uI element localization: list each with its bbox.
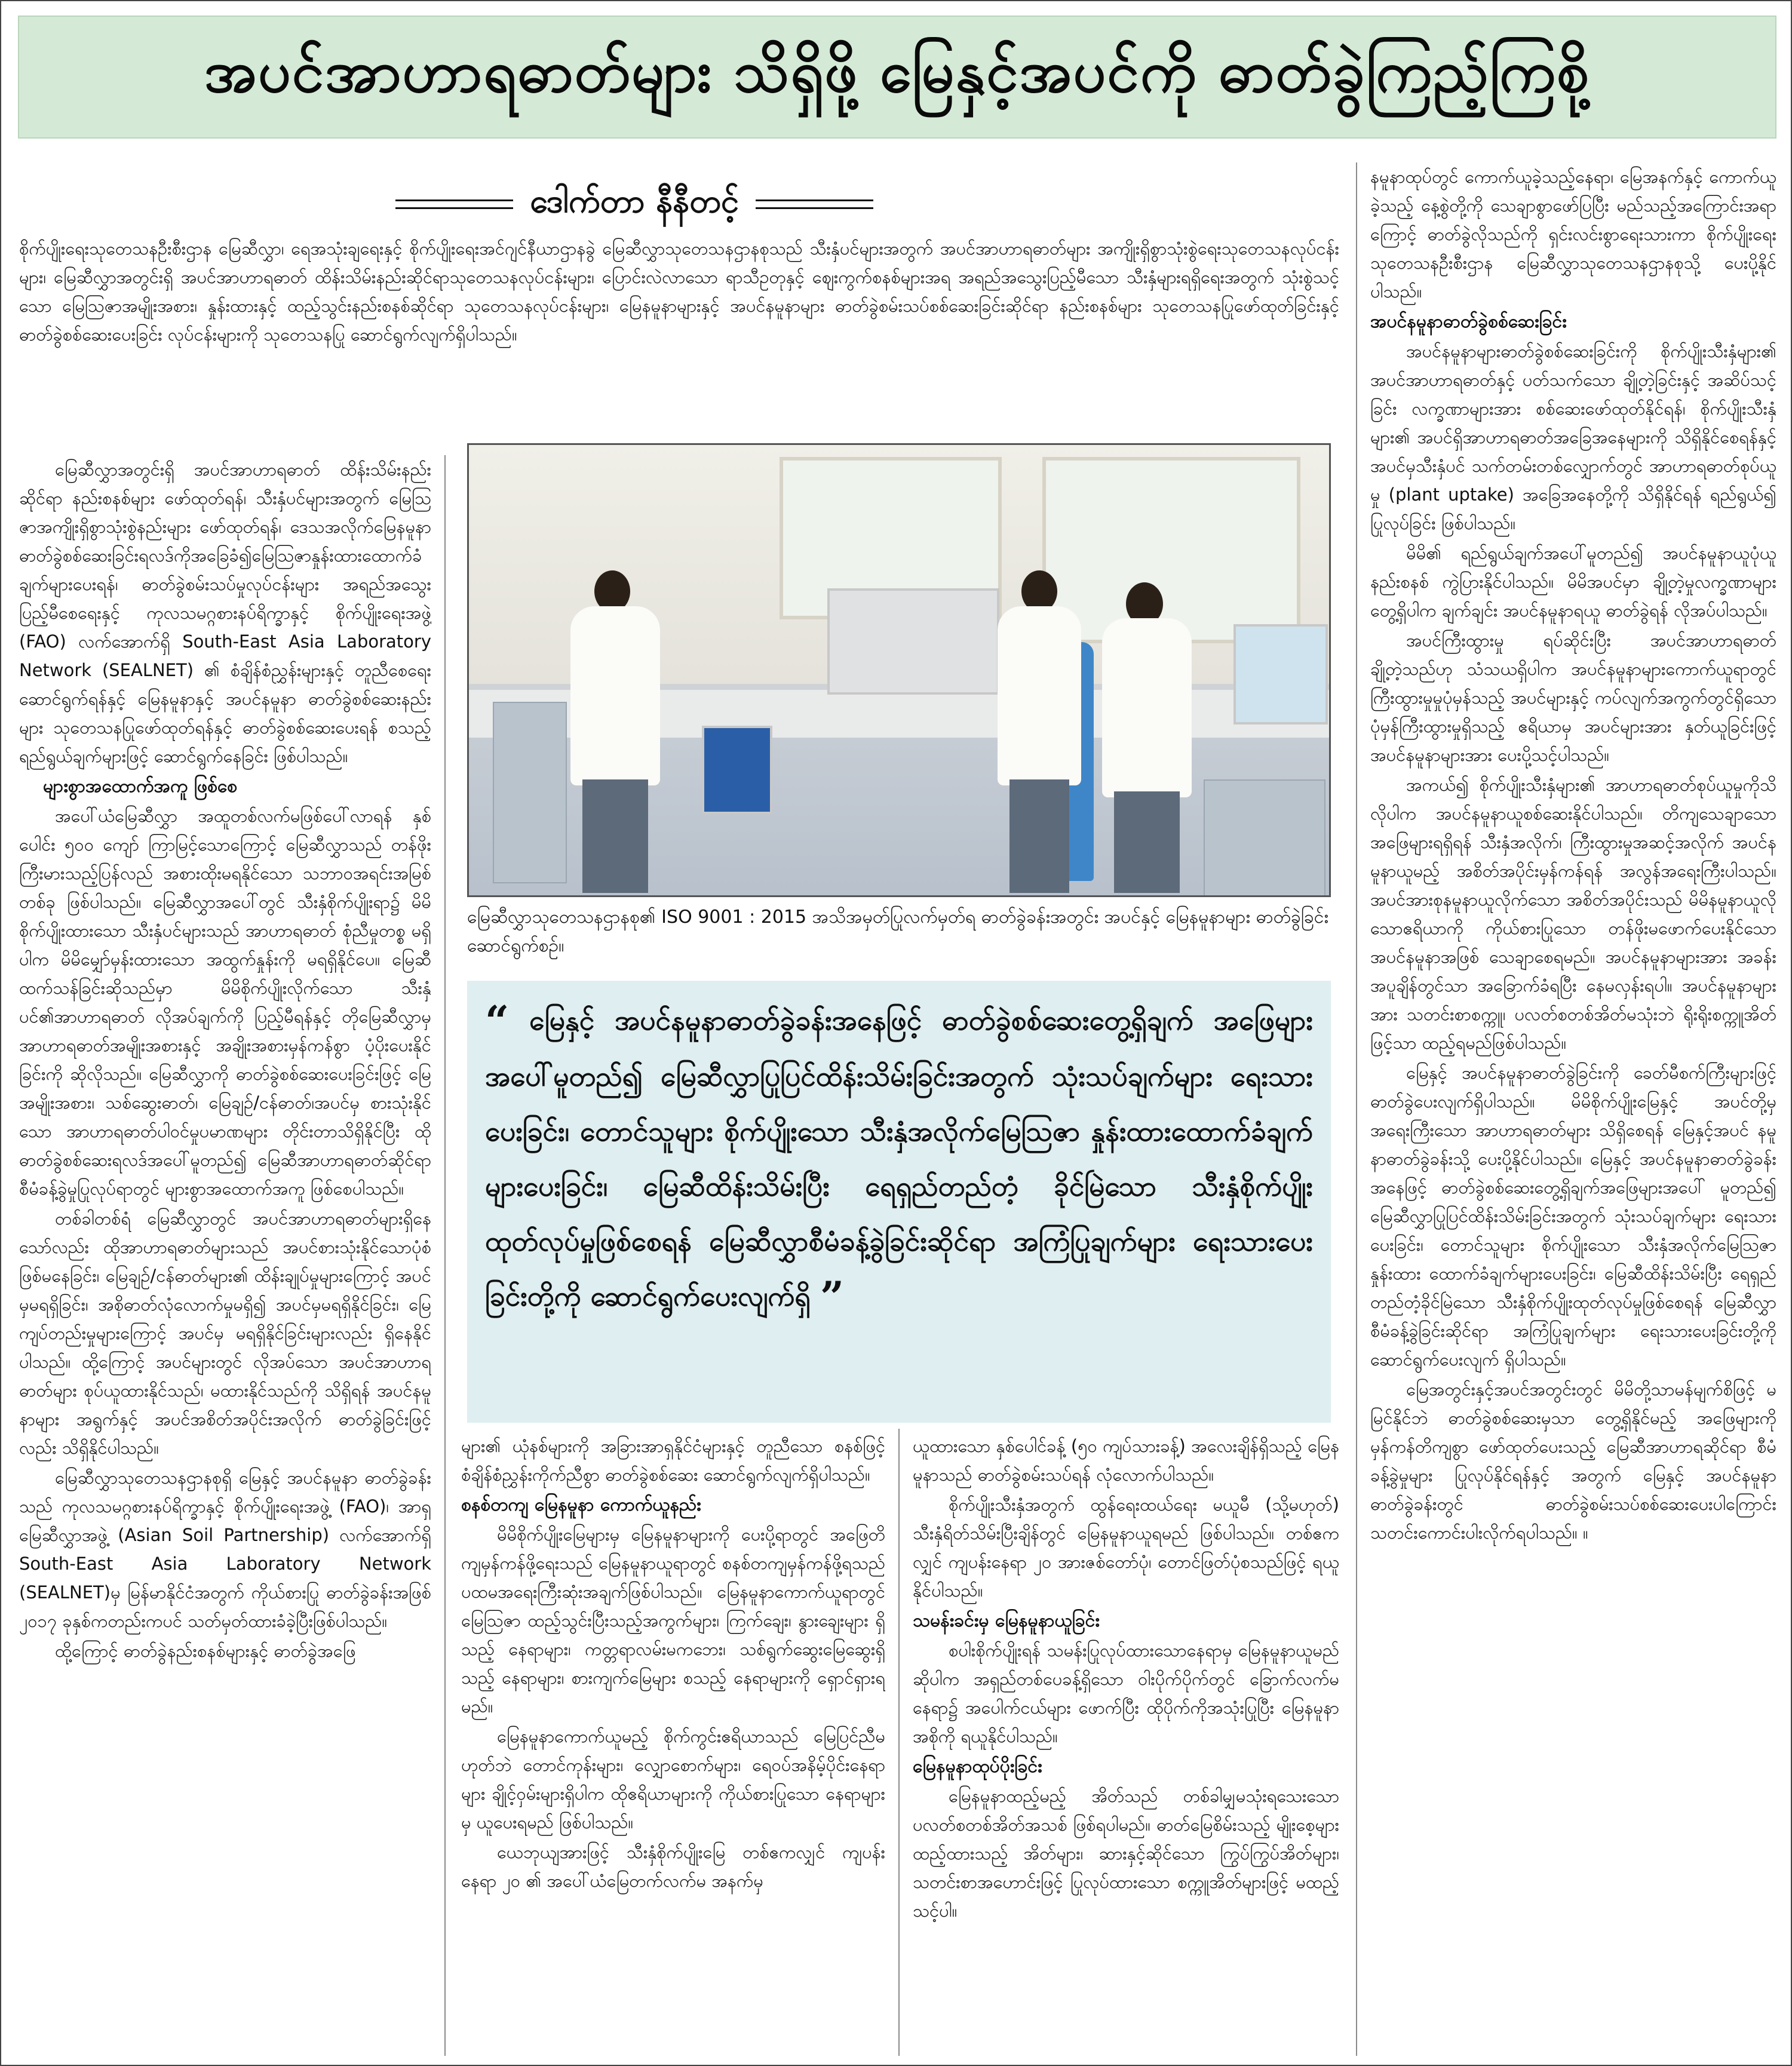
- headline: အပင်အာဟာရဓာတ်များ သိရှိဖို့ မြေနှင့်အပင်ကို ဓာတ်ခွဲကြည့်ကြစို့: [204, 38, 1590, 105]
- col1-paragraph-5: ထို့ကြောင့် ဓာတ်ခွဲနည်းစနစ်များနှင့် ဓာတ်ခွဲအဖြေ: [55, 1641, 356, 1661]
- photo-caption: မြေဆီလွှာသုတေသနဌာနစု၏ ISO 9001 : 2015 အသိအမှတ်ပြုလက်မှတ်ရ ဓာတ်ခွဲခန်းအတွင်း အပင်နှင့် မြေနမူနာများ ဓာတ်ခွဲခြင်း ဆောင်ရွက်စဉ်။: [467, 907, 1329, 956]
- col2-paragraph-3: မြေနမူနာကောက်ယူမည့် စိုက်ကွင်းဧရိယာသည် မြေပြင်ညီမဟုတ်ဘဲ တောင်ကုန်းများ၊ လျှောစောက်များ၊ ရေဝပ်အနိမ့်ပိုင်းနေရာများ ချိုင့်ဝှမ်းများရှိပါက ထိုဧရိယာများကို ကိုယ်စားပြုသော နေရာများမှ ယူပေးရမည် ဖြစ်ပါသည်။: [461, 1726, 885, 1832]
- photo-person: [995, 570, 1084, 893]
- column-2: [461, 1432, 885, 2053]
- col1-subheading: များစွာအထောက်အကူ ဖြစ်စေ: [43, 776, 238, 797]
- pull-quote: [467, 981, 1331, 1423]
- byline-rule-left: [395, 199, 513, 209]
- col1-paragraph-3: တစ်ခါတစ်ရံ မြေဆီလွှာတွင် အပင်အာဟာရဓာတ်များရှိနေသော်လည်း ထိုအာဟာရဓာတ်များသည် အပင်စားသုံးနိုင်သောပုံစံ ဖြစ်မနေခြင်း၊ မြေချဉ်/ငန်ဓာတ်များ၏ ထိန်းချုပ်မှုများကြောင့် အပင်မှမရရှိခြင်း၊ အစိုဓာတ်လုံလောက်မှုမရှိ၍ အပင်မှမရရှိနိုင်ခြင်း၊ မြေကျပ်တည်းမှုများကြောင့် အပင်မှ မရရှိနိုင်ခြင်းများလည်း ရှိနေနိုင်ပါသည်။ ထို့ကြောင့် အပင်များတွင် လိုအပ်သော အပင်အာဟာရဓာတ်များ စုပ်ယူထားနိုင်သည်၊ မထားနိုင်သည်ကို သိရှိရန် အပင်နမူနာများ အရွက်နှင့် အပင်အစိတ်အပိုင်းအလိုက် ဓာတ်ခွဲခြင်းဖြင့်လည်း သိရှိနိုင်ပါသည်။: [19, 1208, 431, 1458]
- col1-paragraph-4: မြေဆီလွှာသုတေသနဌာနစုရှိ မြေနှင့် အပင်နမူနာ ဓာတ်ခွဲခန်းသည် ကုလသမဂ္ဂစားနပ်ရိက္ခာနှင့် စိုက်ပျိုးရေးအဖွဲ့ (FAO)၊ အာရှမြေဆီလွှာအဖွဲ့ (Asian Soil Partnership) လက်အောက်ရှိ South-East Asia Laboratory Network (SEALNET)မှ မြန်မာနိုင်ငံအတွက် ကိုယ်စားပြု ဓာတ်ခွဲခန်းအဖြစ် ၂၀၁၇ ခုနှစ်ကတည်းကပင် သတ်မှတ်ထားခံခဲ့ပြီးဖြစ်ပါသည်။: [19, 1468, 431, 1631]
- pull-quote-open-mark: “: [485, 996, 510, 1046]
- col4-paragraph-2: မိမိ၏ ရည်ရွယ်ချက်အပေါ်မူတည်၍ အပင်နမူနာယူပုံယူနည်းစနစ် ကွဲပြားနိုင်ပါသည်။ မိမိအပင်မှာ ချို့တဲ့မှုလက္ခဏာများ တွေ့ရှိပါက ချက်ချင်း အပင်နမူနာရယူ ဓာတ်ခွဲရန် လိုအပ်ပါသည်။: [1370, 543, 1776, 621]
- lab-photo: [467, 443, 1331, 897]
- col3-paragraph-4: မြေနမူနာထည့်မည့် အိတ်သည် တစ်ခါမျှမသုံးရသေးသော ပလတ်စတစ်အိတ်အသစ် ဖြစ်ရပါမည်။ ဓာတ်မြေစိမ်းသည့် မျိုးစေ့များထည့်ထားသည့် အိတ်များ၊ ဆားနှင့်ဆိုင်သော ကြွပ်ကြွပ်အိတ်များ၊ သတင်းစာအဟောင်းဖြင့် ပြုလုပ်ထားသော စက္ကူအိတ်များဖြင့် မထည့်သင့်ပါ။: [913, 1786, 1339, 1921]
- headline-banner: [18, 16, 1776, 139]
- photo-person: [564, 570, 666, 893]
- col3-paragraph-3: စပါးစိုက်ပျိုးရန် သမန်းပြုလုပ်ထားသောနေရာမှ မြေနမူနာယူမည်ဆိုပါက အရှည်တစ်ပေခန့်ရှိသော ဝါးပိုက်ပိုက်တွင် ခြောက်လက်မနေရာ၌ အပေါက်ငယ်များ ဖောက်ပြီး ထိုပိုက်ကိုအသုံးပြုပြီး မြေနမူနာအစိုကို ရယူနိုင်ပါသည်။: [913, 1640, 1339, 1746]
- col4-paragraph-4: အကယ်၍ စိုက်ပျိုးသီးနှံများ၏ အာဟာရဓာတ်စုပ်ယူမှုကိုသိလိုပါက အပင်နမူနာယူစစ်ဆေးနိုင်ပါသည်။ တိကျသေချာသော အဖြေများရရှိရန် သီးနှံအလိုက်၊ ကြီးထွားမှုအဆင့်အလိုက် အပင်နမူနာယူမည့် အစိတ်အပိုင်းမှန်ကန်ရန် အလွန်အရေးကြီးပါသည်။ အပင်အားစုနမူနာယူလိုက်သော အစိတ်အပိုင်းသည် မိမိနမူနာယူလိုသောဧရိယာကို ကိုယ်စားပြုသော တန်ဖိုးမဖောက်ပေးနိုင်သော အပင်နမူနာအဖြစ် သေချာစေရမည်။ အပင်နမူနာများအား အခန်းအပူချိန်တွင်သာ အခြောက်ခံရပြီး နေမလှန်းရပါ။ အပင်နမူနာများအား သတင်းစာစက္ကူ၊ ပလတ်စတစ်အိတ်မသုံးဘဲ ရိုးရိုးစက္ကူအိတ်ဖြင့်သာ ထည့်ရမည်ဖြစ်ပါသည်။: [1370, 775, 1776, 1053]
- col4-paragraph-3: အပင်ကြီးထွားမှု ရပ်ဆိုင်းပြီး အပင်အာဟာရဓာတ် ချို့တဲ့သည်ဟု သံသယရှိပါက အပင်နမူနာများကောက်ယူရာတွင်ကြီးထွားမှုမှုပုံမှန်သည့် အပင်များနှင့် ကပ်လျက်အကွက်တွင်ရှိသော ပုံမှန်ကြီးထွားမှုရှိသည့် ဧရိယာမှ အပင်များအား နှတ်ယူခြင်းဖြင့် အပင်နမူနာများအား ပေးပို့သင့်ပါသည်။: [1370, 630, 1776, 765]
- intro-paragraph: [19, 234, 1339, 437]
- byline-author: ဒေါက်တာ နီနီတင့်: [530, 182, 739, 220]
- col3-subheading-1: သမန်းခင်းမှ မြေနမူနာယူခြင်း: [913, 1610, 1100, 1631]
- col3-subheading-2: မြေနမူနာထုပ်ပိုးခြင်း: [913, 1756, 1042, 1777]
- col1-paragraph-1: မြေဆီလွှာအတွင်းရှိ အပင်အာဟာရဓာတ် ထိန်းသိမ်းနည်းဆိုင်ရာ နည်းစနစ်များ ဖော်ထုတ်ရန်၊ သီးနှံပင်များအတွက် မြေသြဇာအကျိုးရှိစွာသုံးစွဲနည်းများ ဖော်ထုတ်ရန်၊ ဒေသအလိုက်မြေနမူနာဓာတ်ခွဲစစ်ဆေးခြင်းရလဒ်ကိုအခြေခံ၍မြေသြဇာနှုန်းထားထောက်ခံချက်များပေးရန်၊ ဓာတ်ခွဲစမ်းသပ်မှုလုပ်ငန်းများ အရည်အသွေးပြည့်မီစေရေးနှင့် ကုလသမဂ္ဂစားနပ်ရိက္ခာနှင့် စိုက်ပျိုးရေးအဖွဲ့ (FAO) လက်အောက်ရှိ South-East Asia Laboratory Network (SEALNET) ၏ စံချိန်စံညွှန်းများနှင့် တူညီစေရေး ဆောင်ရွက်ရန်နှင့် မြေနမူနာနှင့် အပင်နမူနာ ဓာတ်ခွဲစစ်ဆေးနည်းများ သုတေသနပြုဖော်ထုတ်ရန်နှင့် ဓာတ်ခွဲစစ်ဆေးပေးရန် စသည့်ရည်ရွယ်ချက်များဖြင့် ဆောင်ရွက်နေခြင်း ဖြစ်ပါသည်။: [19, 459, 431, 766]
- col2-paragraph-1: များ၏ ယုံနစ်များကို အခြားအာရှနိုင်ငံများနှင့် တူညီသော စနစ်ဖြင့် စံချိန်စံညွှန်းကိုက်ညီစွာ ဓာတ်ခွဲစစ်ဆေး ဆောင်ရွက်လျက်ရှိပါသည်။: [461, 1436, 885, 1485]
- col4-paragraph-5: မြေနှင့် အပင်နမူနာဓာတ်ခွဲခြင်းကို ခေတ်မီစက်ကြီးများဖြင့် ဓာတ်ခွဲပေးလျက်ရှိပါသည်။ မိမိစိုက်ပျိုးမြေနှင့် အပင်တို့မှ အရေးကြီးသော အာဟာရဓာတ်များ သိရှိစေရန် မြေနှင့်အပင် နမူနာဓာတ်ခွဲခန်းသို့ ပေးပို့နိုင်ပါသည်။ မြေနှင့် အပင်နမူနာဓာတ်ခွဲခန်းအနေဖြင့် ဓာတ်ခွဲစစ်ဆေးတွေ့ရှိချက်အဖြေများအပေါ် မူတည်၍ မြေဆီလွှာပြုပြင်ထိန်းသိမ်းခြင်းအတွက် သုံးသပ်ချက်များ ရေးသားပေးခြင်း၊ တောင်သူများ စိုက်ပျိုးသော သီးနှံအလိုက်မြေသြဇာနှုန်းထား ထောက်ခံချက်များပေးခြင်း၊ မြေဆီထိန်းသိမ်းပြီး ရေရှည်တည်တံ့ခိုင်မြဲသော သီးနှံစိုက်ပျိုးထုတ်လုပ်မှုဖြစ်စေရန် မြေဆီလွှာစီမံခန့်ခွဲခြင်းဆိုင်ရာ အကြံပြုချက်များ ရေးသားပေးခြင်းတို့ကို ဆောင်ရွက်ပေးလျက် ရှိပါသည်။: [1370, 1063, 1776, 1370]
- photo-cabinet: [1204, 779, 1325, 897]
- column-1: [19, 455, 431, 2056]
- column-rule-left: [444, 455, 446, 2056]
- col4-paragraph-1: အပင်နမူနာများဓာတ်ခွဲစစ်ဆေးခြင်းကို စိုက်ပျိုးသီးနှံများ၏ အပင်အာဟာရဓာတ်နှင့် ပတ်သက်သော ချို့တဲ့ခြင်းနှင့် အဆိပ်သင့်ခြင်း လက္ခဏာများအား စစ်ဆေးဖော်ထုတ်နိုင်ရန်၊ စိုက်ပျိုးသီးနှံများ၏ အပင်ရှိအာဟာရဓာတ်အခြေအနေများကို သိရှိနိုင်စေရန်နှင့်အပင်မှသီးနှံပင် သက်တမ်းတစ်လျှောက်တွင် အာဟာရဓာတ်စုပ်ယူမှု (plant uptake) အခြေအနေတို့ကို သိရှိနိုင်ရန် ရည်ရွယ်၍ ပြုလုပ်ခြင်း ဖြစ်ပါသည်။: [1370, 341, 1776, 533]
- col2-paragraph-2: မိမိစိုက်ပျိုးမြေများမှ မြေနမူနာများကို ပေးပို့ရာတွင် အဖြေတိကျမှန်ကန်ဖို့ရေးသည် မြေနမူနာယူရာတွင် စနစ်တကျမှန်ကန်ဖို့ရသည် ပထမအရေးကြီးဆုံးအချက်ဖြစ်ပါသည်။ မြေနမူနာကောက်ယူရာတွင် မြေသြဇာ ထည့်သွင်းပြီးသည့်အကွက်များ၊ ကြက်ချေး၊ နွားချေးများ ရှိသည့် နေရာများ၊ ကတ္တရာလမ်းမကဘေး၊ သစ်ရွက်ဆွေးမြေဆွေးရှိသည့် နေရာများ၊ စားကျက်မြေများ စသည့် နေရာများကို ရှောင်ရှားရမည်။: [461, 1524, 885, 1717]
- column-rule-middle: [898, 1429, 900, 2056]
- col3-paragraph-1: ယူထားသော နှစ်ပေါင်ခန့် (၅၀ ကျပ်သားခန့်) အလေးချိန်ရှိသည့် မြေနမူနာသည် ဓာတ်ခွဲစမ်းသပ်ရန် လုံလောက်ပါသည်။: [913, 1436, 1339, 1485]
- photo-person: [1096, 582, 1198, 893]
- pull-quote-text: မြေနှင့် အပင်နမူနာဓာတ်ခွဲခန်းအနေဖြင့် ဓာတ်ခွဲစစ်ဆေးတွေ့ရှိချက် အဖြေများအပေါ်မူတည်၍ မြေဆီလွှာပြုပြင်ထိန်းသိမ်းခြင်းအတွက် သုံးသပ်ချက်များ ရေးသားပေးခြင်း၊ တောင်သူများ စိုက်ပျိုးသော သီးနှံအလိုက်မြေသြဇာ နှုန်းထားထောက်ခံချက်များပေးခြင်း၊ မြေဆီထိန်းသိမ်းပြီး ရေရှည်တည်တံ့ ခိုင်မြဲသော သီးနှံစိုက်ပျိုးထုတ်လုပ်မှုဖြစ်စေရန် မြေဆီလွှာစီမံခန့်ခွဲခြင်းဆိုင်ရာ အကြံပြုချက်များ ရေးသားပေးခြင်းတို့ကို ဆောင်ရွက်ပေးလျက်ရှိ: [485, 1004, 1313, 1312]
- col2-subheading: စနစ်တကျ မြေနမူနာ ကောက်ယူနည်း: [461, 1494, 701, 1515]
- photo-instrument: [1233, 624, 1328, 725]
- intro-text: စိုက်ပျိုးရေးသုတေသနဦးစီးဌာန မြေဆီလွှာ၊ ရေအသုံးချရေးနှင့် စိုက်ပျိုးရေးအင်ဂျင်နီယာဌာနခွဲ မြေဆီလွှာသုတေသနဌာနစုသည် သီးနှံပင်များအတွက် အပင်အာဟာရဓာတ်များ အကျိုးရှိစွာသုံးစွဲရေးသုတေသနလုပ်ငန်းများ၊ မြေဆီလွှာအတွင်းရှိ အပင်အာဟာရဓာတ် ထိန်းသိမ်းနည်းဆိုင်ရာသုတေသနလုပ်ငန်းများ၊ ပြောင်းလဲလာသော ရာသီဥတုနှင့် ဈေးကွက်စနစ်များအရ အရည်အသွေးပြည့်မီသော သီးနှံများရရှိရေးအတွက် သုံးစွဲသင့်သော မြေသြဇာအမျိုးအစား၊ နှုန်းထားနှင့် ထည့်သွင်းနည်းစနစ်ဆိုင်ရာ သုတေသနလုပ်ငန်းများ၊ မြေနမူနာများနှင့် အပင်နမူနာများ ဓာတ်ခွဲစမ်းသပ်စစ်ဆေးခြင်းဆိုင်ရာ နည်းစနစ်များ သုတေသနပြုဖော်ထုတ်ခြင်းနှင့် ဓာတ်ခွဲစစ်ဆေးပေးခြင်း လုပ်ငန်းများကို သုတေသနပြု ဆောင်ရွက်လျက်ရှိပါသည်။: [19, 238, 1339, 345]
- photo-cabinet: [493, 702, 567, 883]
- column-3: [913, 1432, 1339, 2053]
- col4-subheading: အပင်နမူနာဓာတ်ခွဲစစ်ဆေးခြင်း: [1370, 311, 1567, 332]
- col3-paragraph-2: စိုက်ပျိုးသီးနှံအတွက် ထွန်ရေးထယ်ရေး မယူမီ (သို့မဟုတ်) သီးနှံရိတ်သိမ်းပြီးချိန်တွင် မြေနမူနာယူရမည် ဖြစ်ပါသည်။ တစ်ဧကလျှင် ကျပန်းနေရာ ၂၀ အားဇစ်တော်ပုံ၊ တောင်ဖြတ်ပုံစသည်ဖြင့် ရယူနိုင်ပါသည်။: [913, 1494, 1339, 1601]
- pull-quote-close-mark: ”: [820, 1272, 845, 1322]
- column-rule-right: [1356, 162, 1357, 2056]
- col4-paragraph-6: မြေအတွင်းနှင့်အပင်အတွင်းတွင် မိမိတို့သာမန်မျက်စိဖြင့် မမြင်နိုင်ဘဲ ဓာတ်ခွဲစစ်ဆေးမှသာ တွေ့ရှိနိုင်မည့် အဖြေများကို မှန်ကန်တိကျစွာ ဖော်ထုတ်ပေးသည့် မြေဆီအာဟာရဆိုင်ရာ စီမံခန့်ခွဲမှုများ ပြုလုပ်နိုင်ရန်နှင့် အတွက် မြေနှင့် အပင်နမူနာဓာတ်ခွဲခန်းတွင် ဓာတ်ခွဲစမ်းသပ်စစ်ဆေးပေးပါကြောင်း သတင်းကောင်းပါးလိုက်ရပါသည်။ ။: [1370, 1379, 1776, 1543]
- column-4: [1370, 162, 1776, 2056]
- photo-instrument: [827, 588, 999, 695]
- byline: [395, 180, 873, 228]
- photo-instrument: [702, 726, 772, 814]
- byline-rule-right: [756, 199, 873, 209]
- col1-paragraph-2: အပေါ်ယံမြေဆီလွှာ အထူတစ်လက်မဖြစ်ပေါ်လာရန် နှစ်ပေါင်း ၅၀၀ ကျော် ကြာမြင့်သောကြောင့် မြေဆီလွှာသည် တန်ဖိုးကြီးမားသည့်ပြန်လည် အစားထိုးမရနိုင်သော သဘာဝအရင်းအမြစ်တစ်ခု ဖြစ်ပါသည်။ မြေဆီလွှာအပေါ်တွင် သီးနှံစိုက်ပျိုးရာ၌ မိမိစိုက်ပျိုးထားသော သီးနှံပင်များသည် အာဟာရဓာတ် စုံညီမှုတစ္စ မရှိပါက မိမိမျှော်မှန်းထားသော အထွက်နှုန်းကို မရရှိနိုင်ပေ။ မြေဆီထက်သန်ခြင်းဆိုသည်မှာ မိမိစိုက်ပျိုးလိုက်သော သီးနှံပင်၏အာဟာရဓာတ် လိုအပ်ချက်ကို ပြည့်မီရန်နှင့် တိုမြေဆီလွှာမှ အာဟာရဓာတ်အမျိုးအစားနှင့် အချိုးအစားမှန်ကန်စွာ ပံ့ပိုးပေးနိုင်ခြင်းကို ဆိုလိုသည်။ မြေဆီလွှာကို ဓာတ်ခွဲစစ်ဆေးပေးခြင်းဖြင့် မြေအမျိုးအစား၊ သစ်ဆွေးဓာတ်၊ မြေချဉ်/ငန်ဓာတ်၊အပင်မှ စားသုံးနိုင်သော အာဟာရဓာတ်ပါဝင်မှုပမာဏများ တိုင်းတာသိရှိနိုင်ပြီး ထိုဓာတ်ခွဲစစ်ဆေးရလဒ်အပေါ်မူတည်၍ မြေဆီအာဟာရဓာတ်ဆိုင်ရာ စီမံခန့်ခွဲမှုပြုလုပ်ရာတွင် များစွာအထောက်အကူ ဖြစ်စေပါသည်။: [19, 806, 431, 1199]
- col4-paragraph-0: နမူနာထုပ်တွင် ကောက်ယူခဲ့သည့်နေရာ၊ မြေအနက်နှင့် ကောက်ယူခဲ့သည့် နေ့စွဲတို့ကို သေချာစွာဖော်ပြပြီး မည်သည့်အကြောင်းအရာကြောင့် ဓာတ်ခွဲလိုသည်ကို ရှင်းလင်းစွာရေးသားကာ စိုက်ပျိုးရေးသုတေသနဦးစီးဌာန မြေဆီလွှာသုတေသနဌာနစုသို့ ပေးပို့နိုင်ပါသည်။: [1370, 167, 1776, 302]
- col2-paragraph-4: ယေဘုယျအားဖြင့် သီးနှံစိုက်ပျိုးမြေ တစ်ဧကလျှင် ကျပန်းနေရာ ၂၀ ၏ အပေါ်ယံမြေတက်လက်မ အနက်မှ: [461, 1842, 885, 1891]
